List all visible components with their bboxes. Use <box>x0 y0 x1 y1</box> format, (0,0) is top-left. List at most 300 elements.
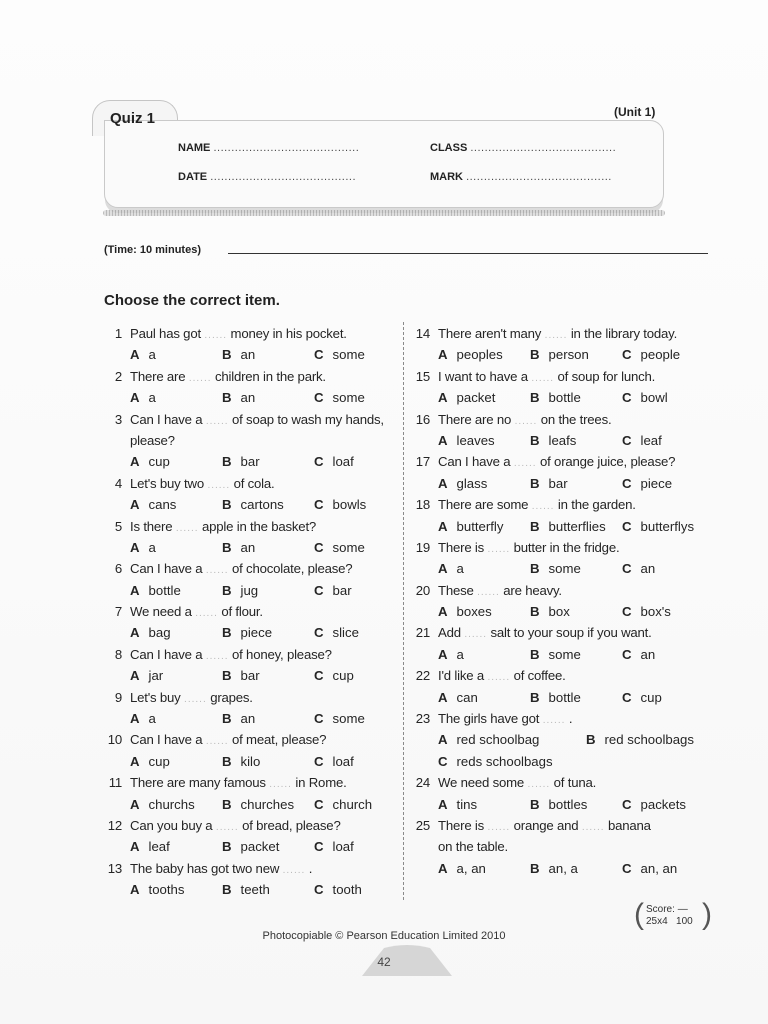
option-text: people <box>640 347 681 363</box>
option-text: bar <box>240 668 260 684</box>
question-line <box>412 497 718 518</box>
answer-option[interactable] <box>314 497 406 512</box>
answer-option[interactable] <box>222 497 314 512</box>
question-stem: The girls have got <box>438 711 540 727</box>
question-number: 16 <box>415 411 430 427</box>
answer-option[interactable] <box>438 754 586 769</box>
option-text: a <box>456 561 464 577</box>
answer-option[interactable] <box>130 882 222 897</box>
option-letter: B <box>222 668 232 684</box>
question-number: 18 <box>415 497 430 513</box>
option-text: loaf <box>332 839 354 855</box>
answer-blank[interactable]: ...... <box>487 821 511 833</box>
question-number: 10 <box>107 732 122 748</box>
question-line <box>104 861 394 882</box>
answer-option[interactable] <box>530 647 622 662</box>
answer-blank[interactable]: ...... <box>544 330 568 341</box>
answer-option[interactable] <box>622 647 714 662</box>
answer-option[interactable] <box>530 861 622 876</box>
question-text <box>130 519 394 534</box>
option-text: cup <box>148 454 170 470</box>
answer-option[interactable] <box>438 347 530 362</box>
option-text: piece <box>640 475 673 491</box>
question-item <box>412 711 718 775</box>
option-text: bottle <box>548 390 581 406</box>
answer-option[interactable] <box>438 476 530 491</box>
answer-option[interactable] <box>222 347 314 362</box>
option-letter: B <box>530 347 540 363</box>
option-text: leaf <box>148 839 170 855</box>
question-stem: Let's buy <box>130 689 181 705</box>
score-dash: — <box>677 904 688 915</box>
answer-option[interactable] <box>130 390 222 405</box>
option-letter: C <box>438 753 448 769</box>
option-text: some <box>332 347 365 363</box>
answer-blank[interactable]: ...... <box>514 415 538 427</box>
option-text: churchs <box>148 796 195 812</box>
question-number: 13 <box>107 860 122 876</box>
answer-option[interactable] <box>530 519 622 534</box>
option-text: teeth <box>240 882 270 898</box>
option-text: bag <box>148 625 171 641</box>
answer-blank[interactable]: ...... <box>531 501 555 513</box>
instruction-heading: Choose the correct item. <box>104 292 280 309</box>
question-stem: There are many famous <box>130 775 266 791</box>
answer-option[interactable] <box>530 347 622 362</box>
question-stem-middle: orange and <box>513 817 579 833</box>
options-row <box>412 476 718 497</box>
question-continuation <box>412 839 718 860</box>
answer-blank[interactable]: ...... <box>188 372 212 384</box>
question-item <box>412 818 718 882</box>
answer-blank[interactable]: ...... <box>282 864 306 876</box>
question-line <box>104 476 394 497</box>
answer-option[interactable] <box>130 754 222 769</box>
question-number: 12 <box>107 817 122 833</box>
answer-option[interactable] <box>622 797 714 812</box>
answer-option[interactable] <box>222 454 314 469</box>
option-letter: A <box>130 668 140 684</box>
options-row <box>104 347 394 368</box>
answer-option[interactable] <box>222 797 314 812</box>
option-text: jar <box>148 668 164 684</box>
answer-blank[interactable]: ...... <box>527 779 551 791</box>
option-letter: C <box>622 689 632 705</box>
answer-option[interactable] <box>622 690 714 705</box>
option-text: an <box>640 646 656 662</box>
answer-option[interactable] <box>530 476 622 491</box>
answer-option[interactable] <box>314 839 406 854</box>
question-number: 1 <box>114 326 122 341</box>
option-text: red schoolbags <box>604 732 694 748</box>
question-number: 14 <box>415 326 430 341</box>
option-letter: A <box>130 711 140 727</box>
question-line <box>412 412 718 433</box>
option-text: bottles <box>548 796 588 812</box>
option-text: leaves <box>456 432 495 448</box>
option-text: piece <box>240 625 273 641</box>
question-stem: Add <box>438 625 461 641</box>
question-text <box>130 861 394 876</box>
option-letter: C <box>314 668 324 684</box>
option-text: churches <box>240 796 295 812</box>
question-text <box>438 326 718 341</box>
option-letter: B <box>530 646 540 662</box>
question-number: 2 <box>114 368 122 384</box>
question-item <box>412 625 718 668</box>
question-line <box>104 818 394 839</box>
mark-field[interactable]: MARK ......................................... <box>430 171 612 183</box>
options-row <box>412 390 718 411</box>
options-row <box>412 690 718 711</box>
answer-option[interactable] <box>222 754 314 769</box>
answer-option[interactable] <box>130 540 222 555</box>
answer-option[interactable] <box>438 604 530 619</box>
option-text: cup <box>148 753 170 769</box>
options-row <box>412 604 718 625</box>
question-stem-end: in Rome. <box>295 775 347 791</box>
question-text <box>438 711 718 726</box>
answer-blank[interactable]: ...... <box>175 522 199 534</box>
option-letter: B <box>530 432 540 448</box>
options-row <box>104 540 394 561</box>
option-letter: B <box>222 882 232 898</box>
question-number: 23 <box>415 711 430 727</box>
answer-blank[interactable]: ...... <box>205 736 229 748</box>
question-line <box>412 711 718 732</box>
option-letter: C <box>622 475 632 491</box>
option-letter: B <box>530 475 540 491</box>
question-continuation <box>104 433 394 454</box>
question-stem-end: salt to your soup if you want. <box>490 625 652 641</box>
answer-option[interactable] <box>222 668 314 683</box>
answer-blank[interactable]: ...... <box>215 821 239 833</box>
answer-option[interactable] <box>222 625 314 640</box>
questions-right-column <box>412 326 718 882</box>
options-row <box>412 519 718 540</box>
question-item <box>104 561 394 604</box>
answer-blank[interactable]: ...... <box>487 543 511 555</box>
question-stem-end: of cola. <box>233 475 275 491</box>
question-text <box>438 583 718 598</box>
question-number: 7 <box>114 604 122 620</box>
option-letter: A <box>438 796 448 812</box>
question-text <box>438 668 718 683</box>
option-letter: C <box>314 390 324 406</box>
options-row <box>412 861 718 882</box>
option-letter: B <box>530 390 540 406</box>
question-stem-end: of flour. <box>221 604 263 620</box>
answer-option[interactable] <box>438 861 530 876</box>
question-text <box>130 412 394 427</box>
options-row <box>412 647 718 668</box>
option-letter: A <box>438 347 448 363</box>
option-text: box's <box>640 604 671 620</box>
answer-option[interactable] <box>314 797 406 812</box>
option-text: person <box>548 347 589 363</box>
question-stem: Is there <box>130 518 173 534</box>
option-text: bar <box>548 475 568 491</box>
question-stem-end: in the library today. <box>570 326 678 341</box>
question-number: 9 <box>114 689 122 705</box>
answer-option[interactable] <box>222 540 314 555</box>
question-item <box>412 775 718 818</box>
question-stem-end: banana <box>608 817 651 833</box>
answer-blank[interactable]: ...... <box>205 650 229 662</box>
answer-option[interactable] <box>622 433 714 448</box>
answer-option[interactable] <box>222 882 314 897</box>
answer-option[interactable] <box>130 668 222 683</box>
option-text: butterflies <box>548 518 606 534</box>
option-letter: B <box>222 796 232 812</box>
question-item <box>104 690 394 733</box>
question-item <box>412 326 718 369</box>
answer-option[interactable] <box>314 390 406 405</box>
question-stem: Let's buy two <box>130 475 204 491</box>
time-rule <box>228 253 708 254</box>
option-text: some <box>548 561 581 577</box>
answer-option[interactable] <box>622 390 714 405</box>
option-letter: A <box>438 860 448 876</box>
question-line <box>412 625 718 646</box>
answer-option[interactable] <box>530 690 622 705</box>
option-letter: A <box>438 561 448 577</box>
answer-option[interactable] <box>622 519 714 534</box>
answer-option[interactable] <box>438 519 530 534</box>
question-stem-end: of honey, please? <box>232 646 332 662</box>
option-letter: A <box>438 518 448 534</box>
answer-option[interactable] <box>530 561 622 576</box>
option-letter: B <box>222 711 232 727</box>
answer-blank[interactable]: ...... <box>205 415 229 427</box>
question-text <box>438 369 718 384</box>
answer-option[interactable] <box>438 690 530 705</box>
option-letter: C <box>622 390 632 406</box>
answer-option[interactable] <box>438 561 530 576</box>
answer-option[interactable] <box>314 454 406 469</box>
option-text: a <box>148 390 156 406</box>
answer-option[interactable] <box>622 561 714 576</box>
answer-option[interactable] <box>438 433 530 448</box>
question-text <box>130 604 394 619</box>
answer-option[interactable] <box>622 476 714 491</box>
answer-blank[interactable]: ...... <box>513 458 537 470</box>
question-stem: Can I have a <box>130 561 203 577</box>
option-text: a <box>148 347 156 363</box>
question-line <box>412 583 718 604</box>
question-item <box>412 540 718 583</box>
option-text: cup <box>332 668 354 684</box>
answer-option[interactable] <box>530 797 622 812</box>
answer-option[interactable] <box>530 433 622 448</box>
answer-option[interactable] <box>622 347 714 362</box>
question-text <box>438 775 718 790</box>
answer-blank[interactable]: ...... <box>542 715 566 727</box>
question-stem-end: of bread, please? <box>242 817 341 833</box>
options-row <box>104 390 394 411</box>
answer-option[interactable] <box>222 711 314 726</box>
option-text: some <box>332 390 365 406</box>
answer-option[interactable] <box>130 625 222 640</box>
question-number: 22 <box>415 668 430 684</box>
options-row <box>412 732 718 753</box>
answer-option[interactable] <box>438 797 530 812</box>
answer-option[interactable] <box>222 583 314 598</box>
answer-option[interactable] <box>130 454 222 469</box>
question-stem: Can I have a <box>130 732 203 748</box>
answer-option[interactable] <box>438 732 586 747</box>
answer-option[interactable] <box>622 604 714 619</box>
option-text: kilo <box>240 753 261 769</box>
answer-blank[interactable]: ...... <box>531 372 555 384</box>
score-paren-right: ) <box>702 898 712 931</box>
class-field[interactable]: CLASS ......................................... <box>430 142 617 154</box>
option-letter: A <box>130 497 140 513</box>
option-text: butterfly <box>456 518 504 534</box>
answer-option[interactable] <box>130 583 222 598</box>
option-text: cup <box>640 689 662 705</box>
answer-blank[interactable]: ...... <box>184 693 207 705</box>
question-item <box>412 454 718 497</box>
options-row <box>104 454 394 475</box>
answer-option[interactable] <box>530 604 622 619</box>
score-denominator: 25x4 <box>646 916 668 927</box>
question-line <box>104 326 394 347</box>
question-item <box>104 647 394 690</box>
option-letter: C <box>314 497 324 513</box>
question-stem: There are <box>130 368 186 384</box>
answer-option[interactable] <box>586 732 734 747</box>
option-letter: B <box>530 561 540 577</box>
answer-blank[interactable]: ...... <box>195 608 218 620</box>
answer-blank[interactable]: ...... <box>205 565 229 577</box>
option-text: an <box>240 347 256 363</box>
question-line <box>104 775 394 796</box>
question-line <box>104 369 394 390</box>
question-text <box>438 497 718 512</box>
option-text: an, a <box>548 860 578 876</box>
answer-option[interactable] <box>130 839 222 854</box>
option-text: some <box>332 539 365 555</box>
answer-option[interactable] <box>314 347 406 362</box>
option-text: leaf <box>640 432 662 448</box>
option-text: glass <box>456 475 488 491</box>
option-text: packet <box>240 839 280 855</box>
answer-blank[interactable]: ...... <box>269 779 292 791</box>
option-text: tins <box>456 796 478 812</box>
option-letter: B <box>222 839 232 855</box>
option-letter: A <box>438 646 448 662</box>
option-text: peoples <box>456 347 503 363</box>
question-number: 24 <box>415 775 430 791</box>
question-stem: Can you buy a <box>130 817 213 833</box>
answer-option[interactable] <box>130 711 222 726</box>
question-stem-continued: please? <box>130 432 175 448</box>
question-stem: We need some <box>438 775 525 791</box>
question-stem-end: on the trees. <box>540 411 612 427</box>
answer-option[interactable] <box>130 347 222 362</box>
option-text: bar <box>332 582 352 598</box>
question-item <box>104 818 394 861</box>
answer-option[interactable] <box>222 390 314 405</box>
question-number: 15 <box>415 368 430 384</box>
question-text <box>438 625 718 640</box>
question-stem-end: of soup for lunch. <box>557 368 656 384</box>
question-line <box>412 775 718 796</box>
answer-option[interactable] <box>314 625 406 640</box>
option-letter: A <box>130 454 140 470</box>
option-text: cartons <box>240 497 284 513</box>
question-text <box>130 369 394 384</box>
options-row <box>104 668 394 689</box>
answer-option[interactable] <box>314 882 406 897</box>
answer-blank[interactable]: ...... <box>487 672 511 684</box>
answer-option[interactable] <box>314 668 406 683</box>
answer-option[interactable] <box>622 861 714 876</box>
question-item <box>412 668 718 711</box>
option-text: bowl <box>640 390 668 406</box>
question-line <box>412 454 718 475</box>
option-text: tooths <box>148 882 185 898</box>
question-number: 21 <box>415 625 430 641</box>
option-text: bottle <box>148 582 181 598</box>
option-text: jug <box>240 582 259 598</box>
options-row <box>104 754 394 775</box>
question-stem-end: in the garden. <box>557 497 636 513</box>
question-line <box>412 818 718 839</box>
option-letter: B <box>222 539 232 555</box>
question-stem-end: of meat, please? <box>232 732 327 748</box>
question-item <box>104 861 394 904</box>
option-text: a, an <box>456 860 486 876</box>
answer-option[interactable] <box>314 711 406 726</box>
question-text <box>438 540 718 555</box>
answer-option[interactable] <box>222 839 314 854</box>
name-field[interactable]: NAME ......................................... <box>178 142 360 154</box>
option-text: slice <box>332 625 359 641</box>
answer-option[interactable] <box>314 540 406 555</box>
question-item <box>104 775 394 818</box>
answer-blank[interactable]: ...... <box>477 586 500 598</box>
answer-option[interactable] <box>438 647 530 662</box>
answer-option[interactable] <box>530 390 622 405</box>
answer-option[interactable] <box>130 497 222 512</box>
answer-option[interactable] <box>314 583 406 598</box>
question-line <box>104 732 394 753</box>
question-stem-end: of orange juice, please? <box>540 454 676 470</box>
question-stem-end: children in the park. <box>214 368 326 384</box>
answer-option[interactable] <box>314 754 406 769</box>
option-letter: A <box>438 475 448 491</box>
option-text: some <box>332 711 365 727</box>
unit-label: (Unit 1) <box>614 105 656 119</box>
answer-option[interactable] <box>438 390 530 405</box>
answer-option[interactable] <box>130 797 222 812</box>
option-letter: A <box>130 539 140 555</box>
answer-blank[interactable]: ...... <box>464 629 488 641</box>
answer-blank[interactable]: ...... <box>207 479 231 491</box>
option-letter: A <box>130 796 140 812</box>
answer-blank[interactable]: ...... <box>204 330 228 341</box>
time-limit: (Time: 10 minutes) <box>104 244 201 256</box>
option-letter: A <box>130 582 140 598</box>
question-number: 5 <box>114 518 122 534</box>
answer-blank[interactable]: ...... <box>581 821 605 833</box>
option-text: church <box>332 796 373 812</box>
question-item <box>104 519 394 562</box>
question-stem-end: of coffee. <box>513 668 566 684</box>
date-field[interactable]: DATE ......................................... <box>178 171 357 183</box>
